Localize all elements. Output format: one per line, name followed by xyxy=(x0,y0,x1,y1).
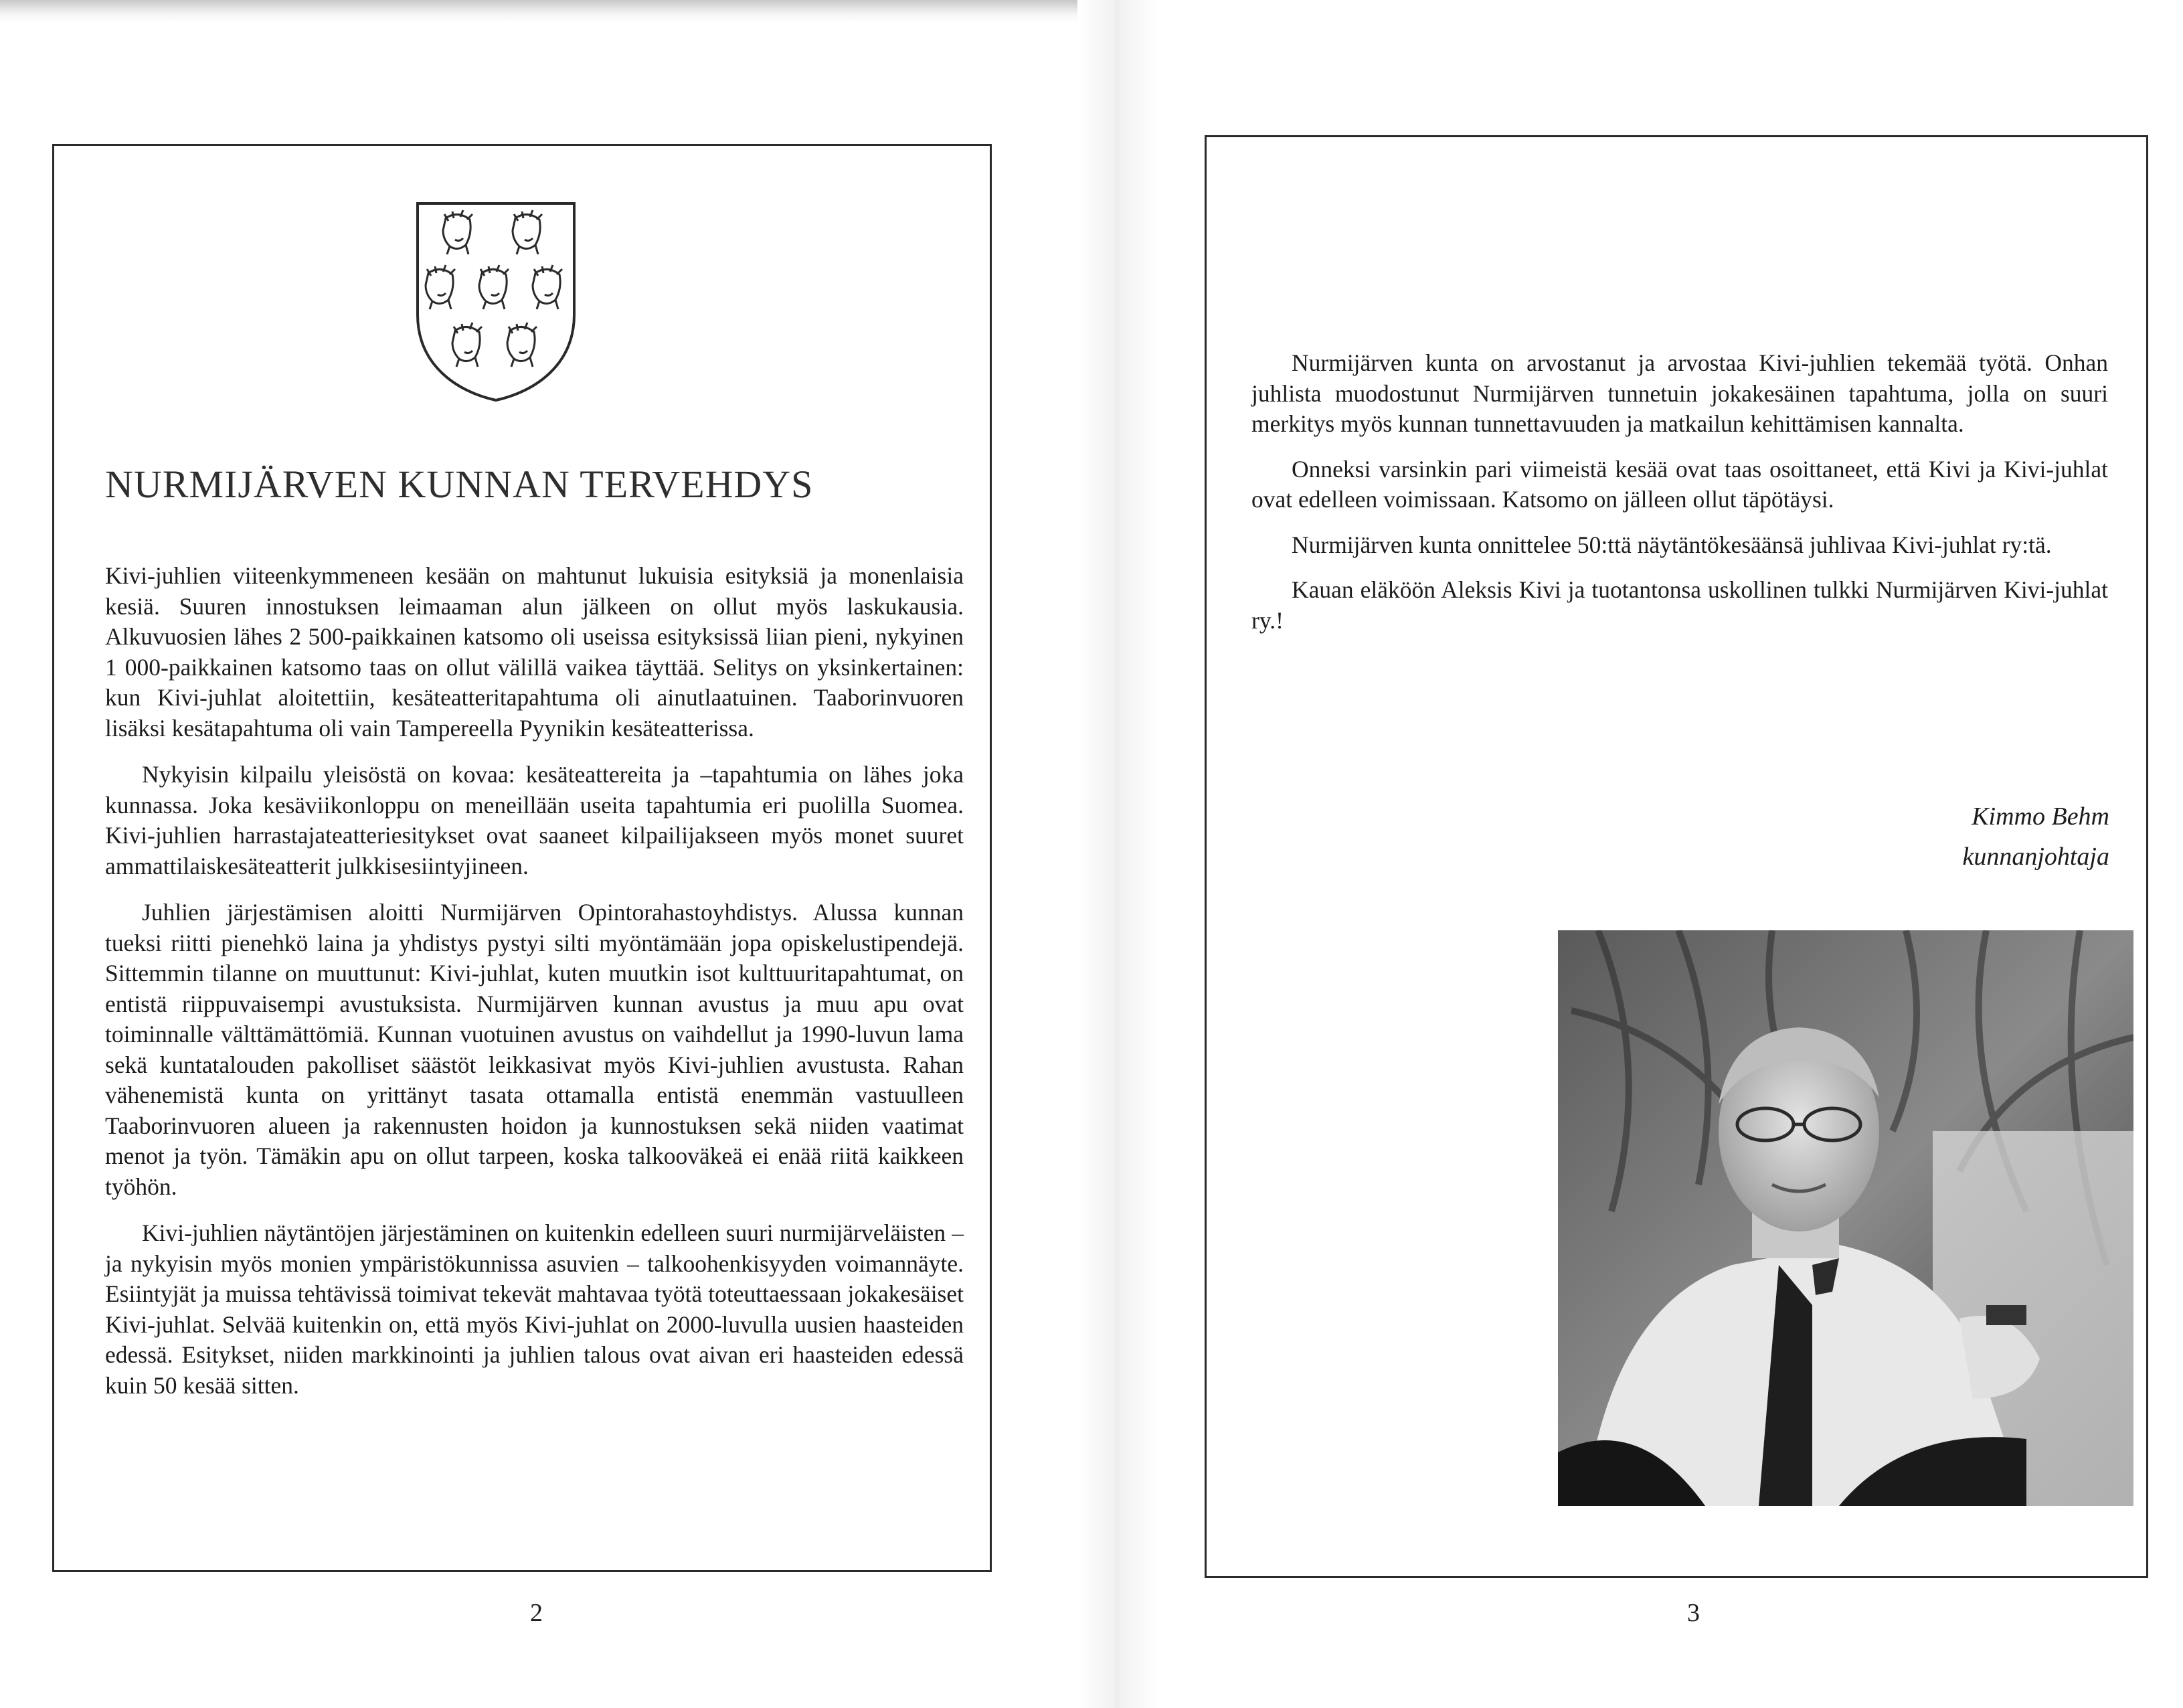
page-title: NURMIJÄRVEN KUNNAN TERVEHDYS xyxy=(105,462,814,506)
page-number-right: 3 xyxy=(1687,1599,1700,1627)
page-number-left: 2 xyxy=(530,1599,543,1627)
right-body-text xyxy=(1251,348,2108,651)
left-body-text xyxy=(105,561,964,1417)
signature-block xyxy=(1962,796,2109,877)
paragraph: Kauan eläköön Aleksis Kivi ja tuotantonsa uskollinen tulkki Nurmijärven Kivi-juhlat ry.! xyxy=(1251,576,2108,634)
paragraph: Onneksi varsinkin pari viimeistä kesää ovat taas osoittaneet, että Kivi ja Kivi-juhlat ovat edelleen voimissaan. Katsomo on jälleen ollut täpötäysi. xyxy=(1251,455,2108,513)
coat-of-arms-icon xyxy=(415,201,577,403)
paragraph: Kivi-juhlien viiteenkymmeneen kesään on mahtunut lukuisia esityksiä ja monenlaisia kesiä. Suuren innostuksen leimaaman alun jälkeen on ollut myös laskukausia. Alkuvuosien lähes 2 500-paikkainen katsomo oli useissa esityksissä liian pieni, nykyinen 1 000-paikkainen katsomo taas on ollut välillä vaikea täyttää. Selitys on yksinkertainen: kun Kivi-juhlat aloitettiin, kesäteatteritapahtuma oli ainutlaatuinen. Taaborinvuoren lisäksi kesätapahtuma oli vain Tampereella Pyynikin kesäteatterissa. xyxy=(105,562,964,742)
scan-shadow xyxy=(0,0,1104,23)
signature-name: Kimmo Behm xyxy=(1972,802,2109,831)
paragraph: Kivi-juhlien näytäntöjen järjestäminen on kuitenkin edelleen suuri nurmijärveläisten – ja nykyisin myös monien ympäristökunnissa asuvien – talkoohenkisyyden voimannäyte. Esiintyjät ja muissa tehtävissä toimivat tekevät mahtavaa työtä toteuttaessaan jokakesäiset Kivi-juhlat. Selvää kuitenkin on, että myös Kivi-juhlat on 2000-luvulla uusien haasteiden edessä. Esitykset, niiden markkinointi ja juhlien talous ovat aivan eri haasteiden edessä kuin 50 kesää sitten. xyxy=(105,1219,964,1399)
paragraph: Nykyisin kilpailu yleisöstä on kovaa: kesäteattereita ja –tapahtumia on lähes joka kunnassa. Joka kesäviikonloppu on meneillään useita tapahtumia eri puolilla Suomea. Kivi-juhlien harrastajateatteriesitykset ovat saaneet kilpailijakseen myös monet suuret ammattilaiskesäteatterit julkkisesiintyjineen. xyxy=(105,761,964,879)
paragraph: Nurmijärven kunta on arvostanut ja arvostaa Kivi-juhlien tekemää työtä. Onhan juhlista muodostunut Nurmijärven tunnetuin jokakesäinen tapahtuma, jolla on suuri merkitys myös kunnan tunnettavuuden ja matkailun kehittämisen kannalta. xyxy=(1251,349,2108,437)
paragraph: Nurmijärven kunta onnittelee 50:ttä näytäntökesäänsä juhlivaa Kivi-juhlat ry:tä. xyxy=(1292,531,2052,558)
paragraph: Juhlien järjestämisen aloitti Nurmijärven Opintorahastoyhdistys. Alussa kunnan tueksi riitti pienehkö laina ja yhdistys pystyi silti myöntämään jopa opiskelustipendejä. Sittemmin tilanne on muuttunut: Kivi-juhlat, kuten muutkin isot kulttuuritapahtumat, on entistä riippuvaisempi avustuksista. Nurmijärven kunnan avustus ja muu apu ovat toiminnalle välttämättömiä. Kunnan vuotuinen avustus on vaihdellut ja 1990-luvun lama sekä kuntatalouden pakolliset säästöt leikkasivat myös Kivi-juhlien avustusta. Rahan vähenemistä kunta on yrittänyt tasata ottamalla entistä enemmän vastuulleen Taaborinvuoren alueen ja rakennusten hoidon ja kunnostuksen sekä niiden vaatimat menot ja työn. Tämäkin apu on ollut tarpeen, koska talkooväkeä ei enää riitä kaikkeen työhön. xyxy=(105,899,964,1200)
signature-role: kunnanjohtaja xyxy=(1962,843,2109,871)
book-gutter xyxy=(1077,0,1158,1708)
portrait-photo-icon xyxy=(1558,930,2133,1506)
